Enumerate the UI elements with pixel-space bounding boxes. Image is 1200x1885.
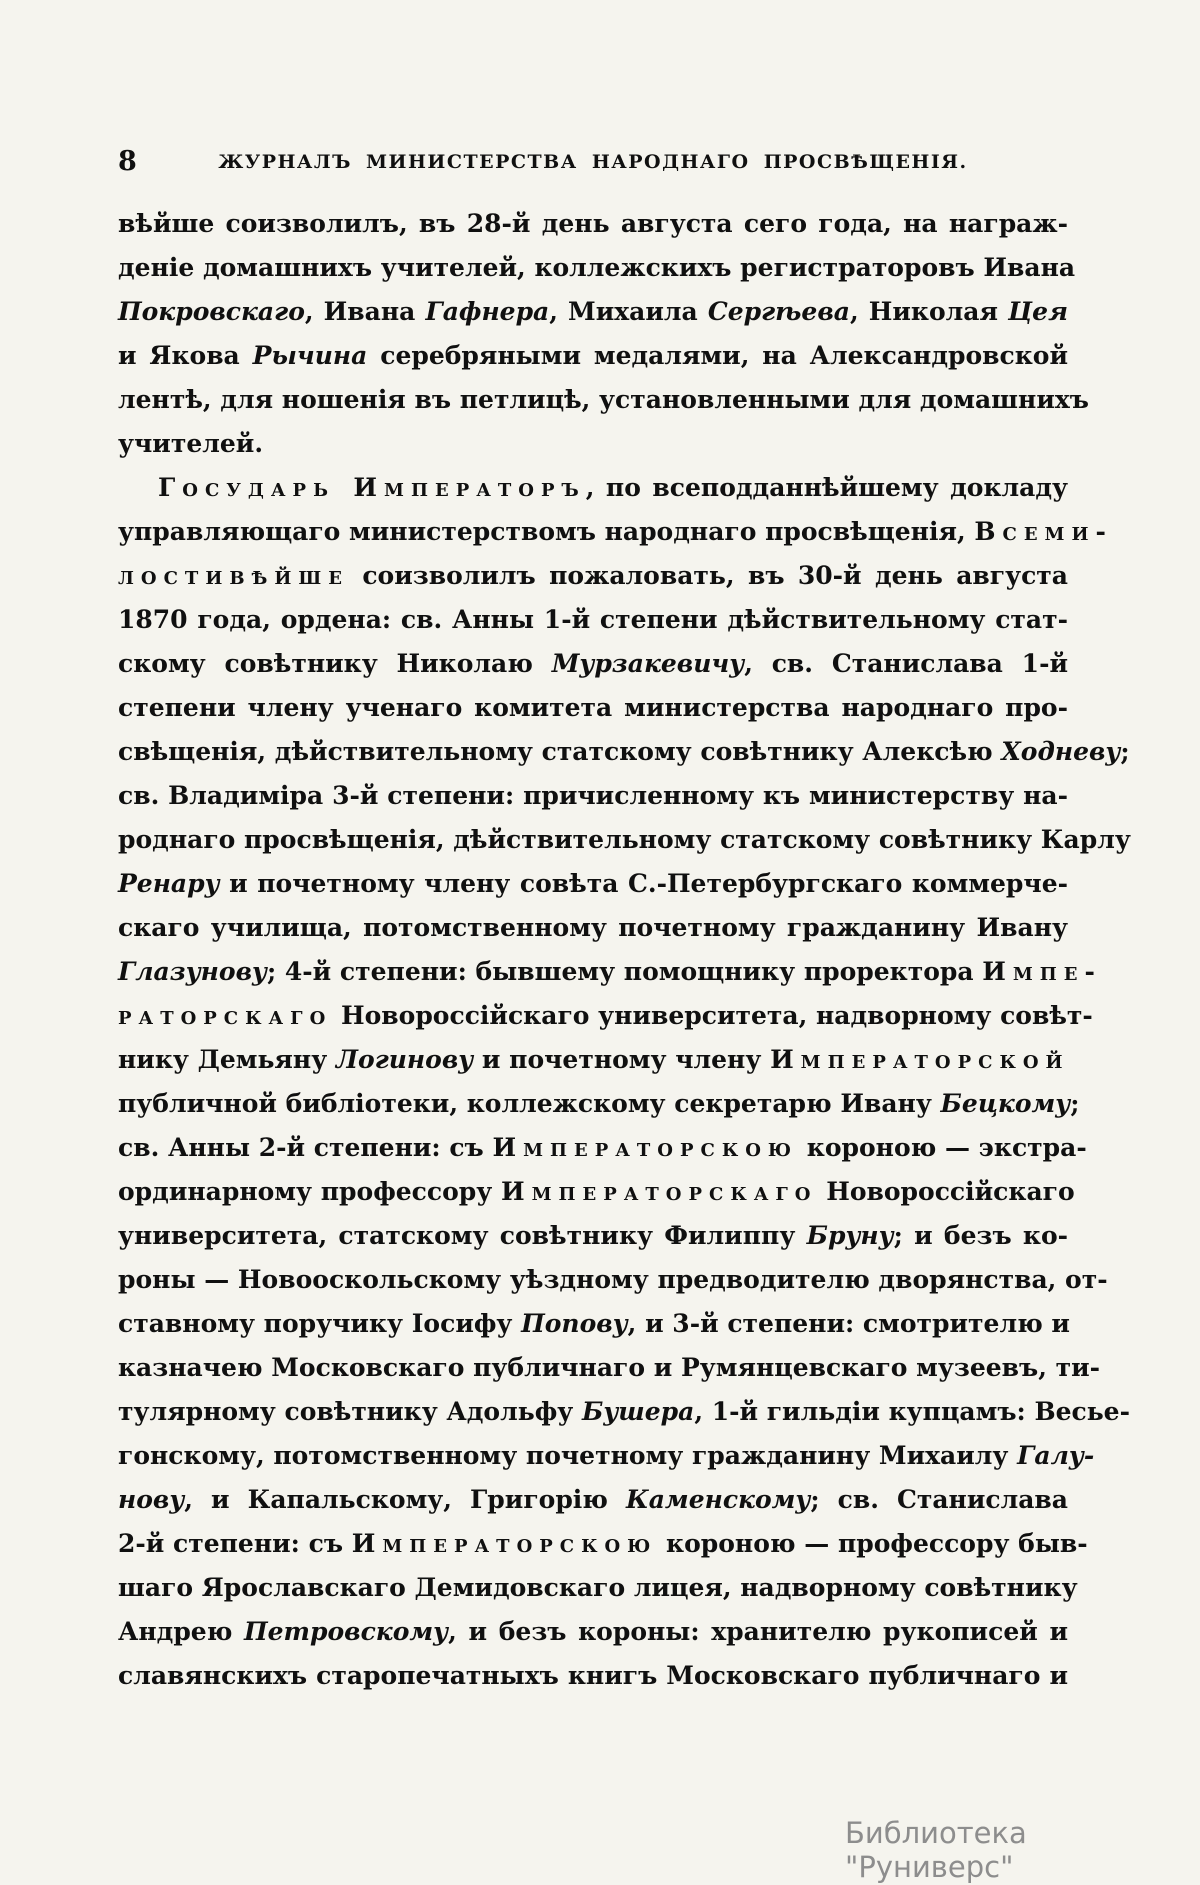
name-italic-run: Цея <box>1008 297 1068 326</box>
text-run: , и 3-й степени: смотрителю и <box>627 1309 1070 1338</box>
spaced-smallcaps-run: лостивѣйше <box>118 561 349 590</box>
text-line <box>118 1522 1088 1566</box>
text-run: ; <box>1070 1089 1080 1118</box>
text-line <box>118 1654 1068 1698</box>
name-italic-run: Рычина <box>252 341 368 370</box>
text-run: свѣщенія, дѣйствительному статскому совѣтнику Алексѣю <box>118 737 1002 766</box>
text-run: степени члену ученаго комитета министерства народнаго про- <box>118 693 1068 722</box>
text-line <box>118 818 1131 862</box>
text-run: ординарному профессору <box>118 1177 501 1206</box>
text-run: , Николая <box>849 297 1009 326</box>
text-run: св. Владиміра 3-й степени: причисленному къ министерству на- <box>118 781 1068 810</box>
text-run: соизволилъ пожаловать, въ 30-й день августа <box>348 561 1068 590</box>
text-run: , и Капальскому, Григорію <box>184 1485 626 1514</box>
name-italic-run: Бруну <box>806 1221 894 1250</box>
text-run: лентѣ, для ношенія въ петлицѣ, установленными для домашнихъ <box>118 385 1089 414</box>
text-line <box>118 510 1113 554</box>
text-run: нику Демьяну <box>118 1045 336 1074</box>
library-watermark: Библиотека "Руниверс" <box>845 1816 1027 1884</box>
name-italic-run: Каменскому <box>625 1485 811 1514</box>
text-run: и Якова <box>118 341 253 370</box>
name-italic-run: Ходневу <box>1001 737 1121 766</box>
text-run: ; св. Станислава <box>810 1485 1069 1514</box>
journal-title: ЖУРНАЛЪ МИНИСТЕРСТВА НАРОДНАГО ПРОСВѢЩЕНІЯ. <box>218 151 968 173</box>
text-run: и почетному члену <box>473 1045 771 1074</box>
text-line <box>118 334 1068 378</box>
spaced-smallcaps-run: Императорскою <box>492 1133 799 1162</box>
text-line <box>118 422 1068 466</box>
page-number: 8 <box>118 146 137 177</box>
text-run: скому совѣтнику Николаю <box>118 649 552 678</box>
spaced-smallcaps-run: Императорскою <box>351 1529 658 1558</box>
name-italic-run: Петровскому <box>244 1617 449 1646</box>
text-run: св. Анны 2-й степени: съ <box>118 1133 493 1162</box>
text-run: , св. Станислава 1-й <box>744 649 1068 678</box>
text-line <box>118 1038 1068 1082</box>
text-line <box>118 950 1102 994</box>
text-line <box>118 598 1068 642</box>
spaced-smallcaps-run: раторскаго <box>118 1001 333 1030</box>
text-line <box>118 1170 1075 1214</box>
text-run: 1870 года, ордена: св. Анны 1-й степени дѣйствительному стат- <box>118 605 1068 634</box>
text-run: , по всеподданнѣйшему докладу <box>585 473 1068 502</box>
text-line <box>118 1126 1087 1170</box>
text-run: , Михаила <box>549 297 708 326</box>
text-run: ставному поручику Іосифу <box>118 1309 522 1338</box>
text-run: , и безъ короны: хранителю рукописей и <box>448 1617 1068 1646</box>
page-body-text <box>118 202 1131 1698</box>
text-line <box>118 686 1068 730</box>
text-run: ; и безъ ко- <box>893 1221 1069 1250</box>
text-run: скаго училища, потомственному почетному гражданину Ивану <box>118 913 1068 942</box>
text-run: гонскому, потомственному почетному гражданину Михаилу <box>118 1441 1018 1470</box>
spaced-smallcaps-run: Императорскаго <box>500 1177 818 1206</box>
text-run: управляющаго министерствомъ народнаго просвѣщенія, <box>118 517 975 546</box>
text-line <box>118 994 1093 1038</box>
text-line <box>118 862 1068 906</box>
text-run: короною — профессору быв- <box>657 1529 1088 1558</box>
spaced-smallcaps-run: Государь Императоръ <box>158 473 586 502</box>
text-line <box>118 466 1068 510</box>
text-run: серебряными медалями, на Александровской <box>367 341 1068 370</box>
text-run: роны — Новооскольскому уѣздному предводителю дворянства, от- <box>118 1265 1108 1294</box>
text-run: Андрею <box>118 1617 245 1646</box>
text-line <box>118 906 1068 950</box>
name-italic-run: Глазунову <box>118 957 267 986</box>
text-run: , 1-й гильдіи купцамъ: Весье- <box>694 1397 1130 1426</box>
text-line <box>118 1346 1101 1390</box>
text-line <box>118 554 1068 598</box>
text-line <box>118 1610 1068 1654</box>
text-run: университета, статскому совѣтнику Филиппу <box>118 1221 807 1250</box>
name-italic-run: Гафнера <box>425 297 550 326</box>
text-line <box>118 1434 1095 1478</box>
spaced-smallcaps-run: Всеми- <box>974 517 1113 546</box>
text-run: 2-й степени: съ <box>118 1529 352 1558</box>
text-run: учителей. <box>118 429 264 458</box>
text-line <box>118 378 1089 422</box>
name-italic-run: Сергѣева <box>707 297 850 326</box>
running-header <box>118 144 1068 180</box>
text-run: и почетному члену совѣта С.-Петербургскаго коммерче- <box>219 869 1068 898</box>
text-line <box>118 290 1068 334</box>
text-run: ; 4-й степени: бывшему помощнику проректора <box>266 957 983 986</box>
text-run: Новороссійскаго <box>817 1177 1075 1206</box>
text-line <box>118 1214 1068 1258</box>
text-line <box>118 246 1076 290</box>
text-line <box>118 1478 1068 1522</box>
text-run: славянскихъ старопечатныхъ книгъ Московскаго публичнаго и <box>118 1661 1068 1690</box>
text-line <box>118 1390 1130 1434</box>
text-run: Новороссійскаго университета, надворному совѣт- <box>332 1001 1093 1030</box>
text-line <box>118 1566 1078 1610</box>
name-italic-run: Ренару <box>118 869 220 898</box>
text-line <box>118 1082 1080 1126</box>
spaced-smallcaps-run: Импе- <box>982 957 1102 986</box>
name-italic-run: нову <box>118 1485 185 1514</box>
text-line <box>118 1258 1108 1302</box>
name-italic-run: Бецкому <box>940 1089 1071 1118</box>
text-run: вѣйше соизволилъ, въ 28-й день августа сего года, на награж- <box>118 209 1068 238</box>
text-line <box>118 730 1130 774</box>
name-italic-run: Бушера <box>581 1397 695 1426</box>
text-line <box>118 774 1068 818</box>
text-run: публичной библіотеки, коллежскому секретарю Ивану <box>118 1089 941 1118</box>
text-run: казначею Московскаго публичнаго и Румянцевскаго музеевъ, ти- <box>118 1353 1101 1382</box>
text-line <box>118 1302 1068 1346</box>
text-run: , Ивана <box>304 297 426 326</box>
name-italic-run: Попову <box>521 1309 628 1338</box>
text-run: тулярному совѣтнику Адольфу <box>118 1397 582 1426</box>
text-run: роднаго просвѣщенія, дѣйствительному статскому совѣтнику Карлу <box>118 825 1131 854</box>
name-italic-run: Мурзакевичу <box>551 649 745 678</box>
name-italic-run: Галу- <box>1017 1441 1095 1470</box>
name-italic-run: Покровскаго <box>118 297 305 326</box>
text-run: деніе домашнихъ учителей, коллежскихъ регистраторовъ Ивана <box>118 253 1076 282</box>
spaced-smallcaps-run: Императорской <box>770 1045 1070 1074</box>
text-line <box>118 642 1068 686</box>
text-run: короною — экстра- <box>798 1133 1087 1162</box>
name-italic-run: Логинову <box>335 1045 474 1074</box>
text-run: шаго Ярославскаго Демидовскаго лицея, надворному совѣтнику <box>118 1573 1078 1602</box>
text-run: ; <box>1120 737 1130 766</box>
text-line <box>118 202 1068 246</box>
